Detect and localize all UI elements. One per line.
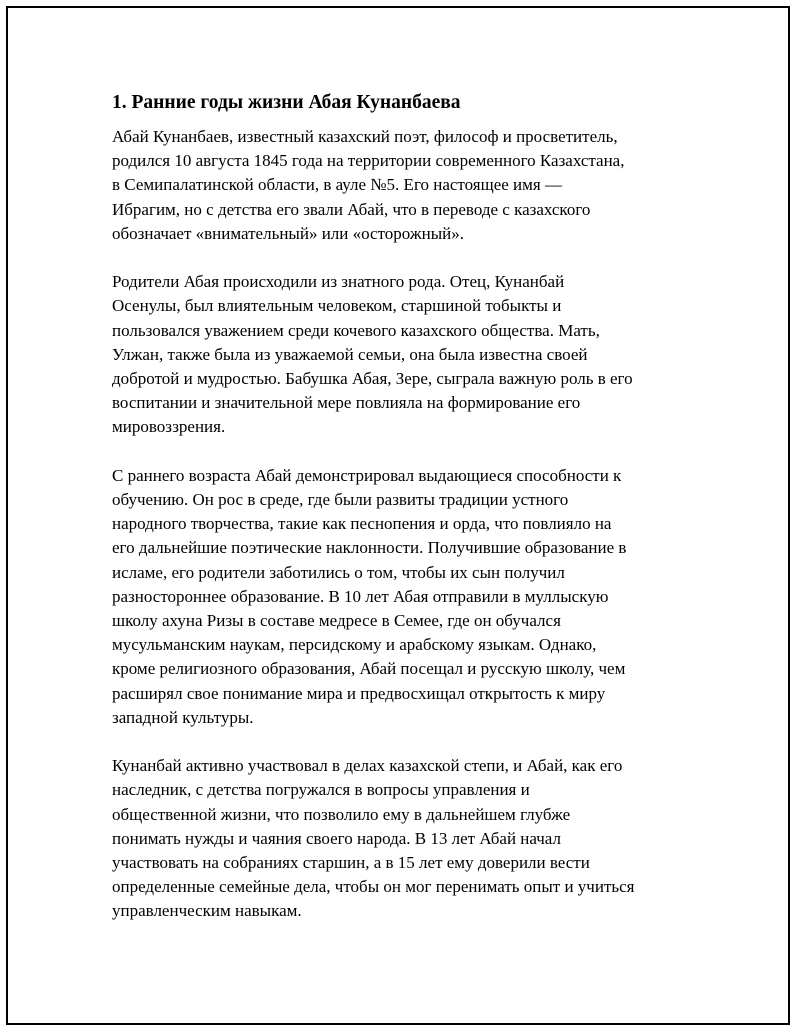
text-line: пользовался уважением среди кочевого казахского общества. Мать, bbox=[112, 320, 600, 340]
text-line: наследник, с детства погружался в вопросы управления и bbox=[112, 780, 530, 800]
paragraph-1 bbox=[112, 125, 692, 246]
text-line: понимать нужды и чаяния своего народа. В 13 лет Абай начал bbox=[112, 828, 561, 848]
text-line: расширял свое понимание мира и предвосхищал открытость к миру bbox=[112, 683, 606, 703]
text-line: кроме религиозного образования, Абай посещал и русскую школу, чем bbox=[112, 659, 626, 679]
text-line: обозначает «внимательный» или «осторожный». bbox=[112, 223, 464, 243]
text-line: Родители Абая происходили из знатного рода. Отец, Кунанбай bbox=[112, 272, 565, 292]
text-line: обучению. Он рос в среде, где были развиты традиции устного bbox=[112, 490, 569, 510]
text-line: добротой и мудростью. Бабушка Абая, Зере, сыграла важную роль в его bbox=[112, 369, 633, 389]
text-line: участвовать на собраниях старшин, а в 15 лет ему доверили вести bbox=[112, 853, 590, 873]
text-line: Абай Кунанбаев, известный казахский поэт, философ и просветитель, bbox=[112, 127, 618, 146]
paragraph-2 bbox=[112, 270, 692, 439]
text-line: в Семипалатинской области, в ауле №5. Его настоящее имя — bbox=[112, 175, 562, 195]
text-line: воспитании и значительной мере повлияла на формирование его bbox=[112, 393, 581, 413]
text-line: С раннего возраста Абай демонстрировал выдающиеся способности к bbox=[112, 465, 622, 485]
paragraph-3 bbox=[112, 464, 692, 730]
text-line: народного творчества, такие как песнопения и орда, что повлияло на bbox=[112, 514, 612, 534]
text-line: Улжан, также была из уважаемой семьи, она была известна своей bbox=[112, 344, 588, 364]
text-line: мусульманским наукам, персидскому и арабскому языкам. Однако, bbox=[112, 635, 597, 655]
text-line: определенные семейные дела, чтобы он мог перенимать опыт и учиться bbox=[112, 877, 635, 897]
text-line: Осенулы, был влиятельным человеком, старшиной тобыкты и bbox=[112, 296, 562, 316]
text-line: общественной жизни, что позволило ему в дальнейшем глубже bbox=[112, 804, 571, 824]
text-line: его дальнейшие поэтические наклонности. Получившие образование в bbox=[112, 538, 627, 558]
text-line: Кунанбай активно участвовал в делах казахской степи, и Абай, как его bbox=[112, 756, 623, 776]
text-line: управленческим навыкам. bbox=[112, 901, 302, 921]
paragraph-4 bbox=[112, 754, 692, 923]
text-line: разностороннее образование. В 10 лет Абая отправили в муллыскую bbox=[112, 586, 609, 606]
text-line: родился 10 августа 1845 года на территории современного Казахстана, bbox=[112, 151, 625, 171]
document-content bbox=[112, 90, 692, 948]
text-line: исламе, его родители заботились о том, чтобы их сын получил bbox=[112, 562, 565, 582]
section-title: 1. Ранние годы жизни Абая Кунанбаева bbox=[112, 92, 461, 113]
text-line: западной культуры. bbox=[112, 707, 254, 727]
text-line: мировоззрения. bbox=[112, 417, 226, 437]
text-line: школу ахуна Ризы в составе медресе в Семее, где он обучался bbox=[112, 611, 561, 631]
text-line: Ибрагим, но с детства его звали Абай, что в переводе с казахского bbox=[112, 199, 591, 219]
